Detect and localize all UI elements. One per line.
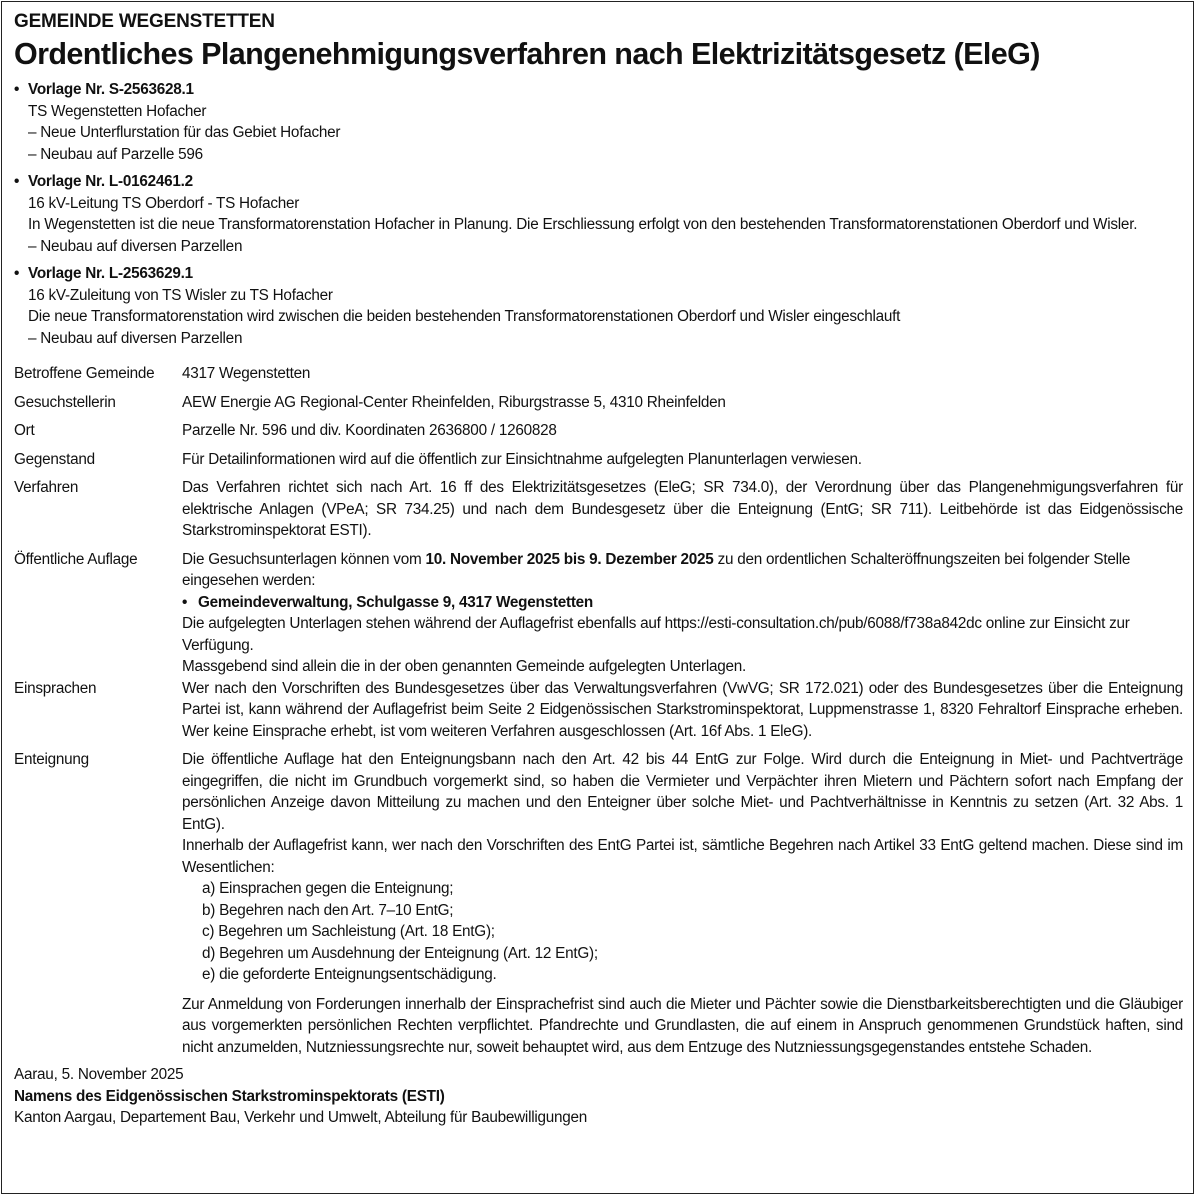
notice-footer <box>14 1064 1183 1129</box>
enteignung-item: e) die geforderte Enteignungsentschädigung. <box>202 966 497 983</box>
info-label: Gegenstand <box>14 450 95 468</box>
vorlage-number: Vorlage Nr. L-2563629.1 <box>28 265 193 282</box>
vorlage-line: – Neubau auf diversen Parzellen <box>28 237 243 255</box>
enteignung-item: a) Einsprachen gegen die Enteignung; <box>202 880 454 897</box>
info-label: Enteignung <box>14 751 89 768</box>
vorlage-line: – Neue Unterflurstation für das Gebiet Hofacher <box>28 124 341 141</box>
info-value: Wer nach den Vorschriften des Bundesgesetzes über das Verwaltungsverfahren (VwVG; SR 172.021) oder des Bundesgesetzes über die Enteignung Partei ist, kann während der Auflagefrist beim Seite 2 Eidgenössischen Starkstrominspektorat, Luppmenstrasse 1, 8320 Fehraltorf Einsprache erheben. Wer keine Einsprache erhebt, ist vom weiteren Verfahren ausgeschlossen (Art. 16f Abs. 1 EleG). <box>182 679 1183 740</box>
enteignung-item: b) Begehren nach den Art. 7–10 EntG; <box>202 901 454 919</box>
page-title: Ordentliches Plangenehmigungsverfahren nach Elektrizitätsgesetz (EleG) <box>14 37 1040 71</box>
vorlage-number: Vorlage Nr. L-0162461.2 <box>28 173 193 190</box>
info-value: AEW Energie AG Regional-Center Rheinfelden, Riburgstrasse 5, 4310 Rheinfelden <box>182 393 726 411</box>
info-row-gesuchstellerin <box>14 385 1183 414</box>
info-row-oeffentliche-auflage <box>14 542 1183 678</box>
auflage-dates: 10. November 2025 bis 9. Dezember 2025 <box>425 550 714 568</box>
info-table <box>14 363 1183 1058</box>
vorlage-line: In Wegenstetten ist die neue Transformatorenstation Hofacher in Planung. Die Erschliessung erfolgt von den bestehenden Transformatorenstationen Oberdorf und Wisler. <box>28 216 1138 233</box>
bullet-icon: • <box>14 81 20 98</box>
info-label: Gesuchstellerin <box>14 393 116 411</box>
info-label: Verfahren <box>14 479 79 496</box>
info-value <box>182 742 1183 1058</box>
vorlage-line: Die neue Transformatorenstation wird zwischen die beiden bestehenden Transformatorenstationen Oberdorf und Wisler eingeschlauft <box>28 308 901 325</box>
info-row-einsprachen <box>14 678 1183 743</box>
municipality-heading: GEMEINDE WEGENSTETTEN <box>14 11 275 32</box>
vorlage-line: – Neubau auf Parzelle 596 <box>28 145 203 163</box>
vorlage-line: TS Wegenstetten Hofacher <box>28 102 207 120</box>
vorlage-line: 16 kV-Zuleitung von TS Wisler zu TS Hofacher <box>28 286 333 304</box>
info-value: Für Detailinformationen wird auf die öffentlich zur Einsichtnahme aufgelegten Planunterlagen verwiesen. <box>182 450 862 468</box>
vorlage-1 <box>14 79 1183 165</box>
vorlage-number: Vorlage Nr. S-2563628.1 <box>28 81 194 98</box>
info-row-gegenstand <box>14 442 1183 471</box>
department-line: Kanton Aargau, Departement Bau, Verkehr und Umwelt, Abteilung für Baubewilligungen <box>14 1109 588 1126</box>
info-label: Ort <box>14 422 35 439</box>
vorlage-line: – Neubau auf diversen Parzellen <box>28 329 243 347</box>
enteignung-item: d) Begehren um Ausdehnung der Enteignung (Art. 12 EntG); <box>202 944 598 962</box>
auflage-massgebend: Massgebend sind allein die in der oben genannten Gemeinde aufgelegten Unterlagen. <box>182 658 747 675</box>
notice-frame <box>1 1 1194 1194</box>
vorlage-line: 16 kV-Leitung TS Oberdorf - TS Hofacher <box>28 194 300 212</box>
enteignung-paragraph: Die öffentliche Auflage hat den Enteignungsbann nach den Art. 42 bis 44 EntG zur Folge. Wird durch die Enteignung in Miet- und Pachtverträge eingegriffen, die nicht im Grundbuch vorgemerkt sind, so haben die Vermieter und Verpächter ihren Mietern und Pächtern sofort nach Empfang der persönlichen Anzeige davon Mitteilung zu machen und den Enteigner über solche Miet- und Pachtverhältnisse in Kenntnis zu setzen (Art. 32 Abs. 1 EntG). <box>182 751 1183 833</box>
notice-content <box>14 10 1183 1129</box>
info-label: Einsprachen <box>14 679 97 697</box>
auflage-stelle: • Gemeindeverwaltung, Schulgasse 9, 4317 Wegenstetten <box>182 592 1183 614</box>
vorlage-2 <box>14 171 1183 257</box>
info-row-betroffene-gemeinde <box>14 363 1183 385</box>
info-value: Das Verfahren richtet sich nach Art. 16 ff des Elektrizitätsgesetzes (EleG; SR 734.0), der Verordnung über das Plangenehmigungsverfahren für elektrische Anlagen (VPeA; SR 734.25) und nach dem Bundesgesetz über die Enteignung (EntG; SR 711). Leitbehörde ist das Eidgenössische Starkstrominspektorat ESTI). <box>182 479 1183 539</box>
info-label: Öffentliche Auflage <box>14 550 138 568</box>
info-label: Betroffene Gemeinde <box>14 365 155 382</box>
enteignung-item: c) Begehren um Sachleistung (Art. 18 EntG); <box>202 923 495 940</box>
enteignung-paragraph: Zur Anmeldung von Forderungen innerhalb der Einsprachefrist sind auch die Mieter und Pächter sowie die Dienstbarkeitsberechtigten und die Gläubiger aus vorgemerkten persönlichen Rechten verpflichtet. Pfandrechte und Grundlasten, die auf einem in Anspruch genommenen Grundstück haften, sind nicht anzumelden, Nutzniessungsrechte nur, soweit behauptet wird, aus dem Entzuge des Nutzniessungsgegenstandes entstehe Schaden. <box>182 995 1183 1056</box>
auflage-text: Die Gesuchsunterlagen können vom 10. November 2025 bis 9. Dezember 2025 zu den ordentlichen Schalteröffnungszeiten bei folgender Stelle eingesehen werden: <box>182 550 1131 589</box>
enteignung-paragraph: Innerhalb der Auflagefrist kann, wer nach den Vorschriften des EntG Partei ist, sämtliche Begehren nach Artikel 33 EntG geltend machen. Diese sind im Wesentlichen: <box>182 837 1183 876</box>
info-row-ort <box>14 413 1183 442</box>
auflage-online: Die aufgelegten Unterlagen stehen während der Auflagefrist ebenfalls auf https://esti-consultation.ch/pub/6088/f738a842dc online zur Einsicht zur Verfügung. <box>182 615 1130 654</box>
vorlage-3 <box>14 263 1183 349</box>
bullet-icon: • <box>14 265 20 282</box>
info-row-verfahren <box>14 470 1183 542</box>
info-value <box>182 542 1183 678</box>
place-date: Aarau, 5. November 2025 <box>14 1066 184 1083</box>
info-value: Parzelle Nr. 596 und div. Koordinaten 2636800 / 1260828 <box>182 422 557 439</box>
bullet-icon: • <box>14 173 20 190</box>
authority-line: Namens des Eidgenössischen Starkstrominspektorats (ESTI) <box>14 1087 445 1105</box>
info-row-enteignung <box>14 742 1183 1058</box>
bullet-icon: • <box>182 593 188 611</box>
info-value: 4317 Wegenstetten <box>182 365 311 382</box>
